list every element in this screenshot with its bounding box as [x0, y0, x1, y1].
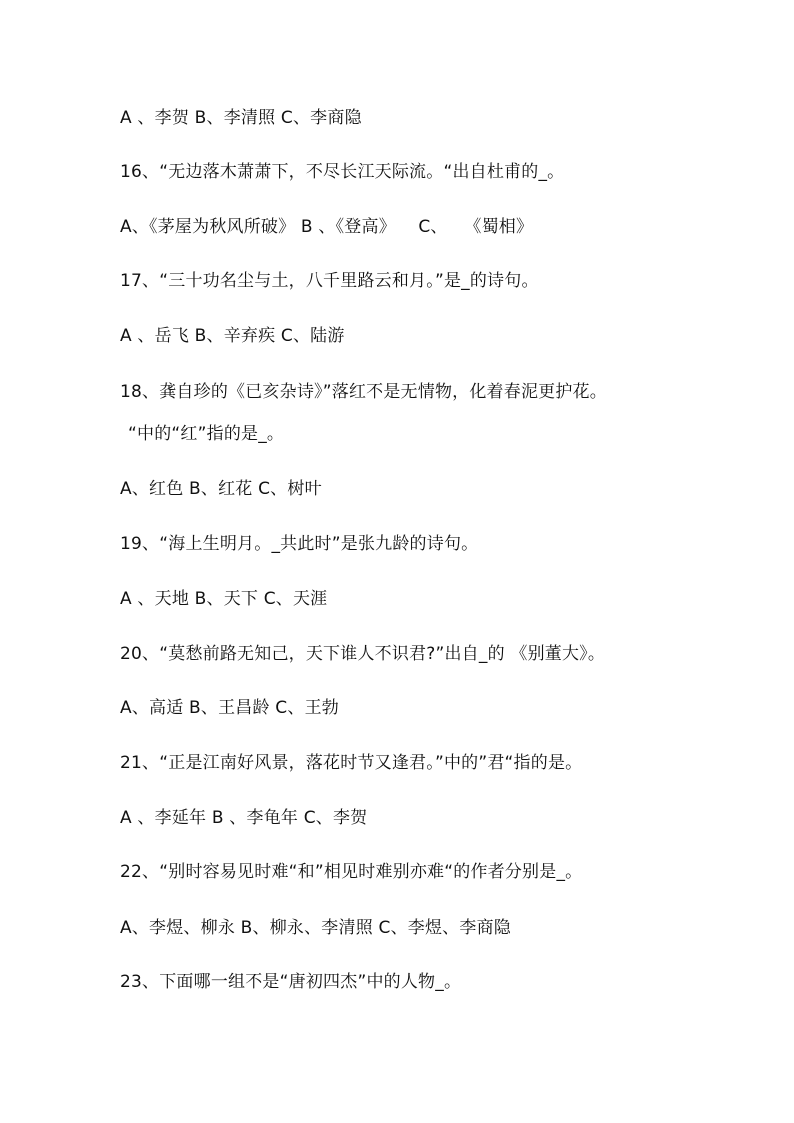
answer-options-20: A、高适 B、王昌龄 C、王勃	[120, 698, 339, 718]
question-21: 21、“正是江南好风景，落花时节又逢君。”中的”君“指的是。	[120, 753, 583, 773]
answer-options-17: A 、岳飞 B、辛弃疾 C、陆游	[120, 326, 345, 346]
answer-options-22: A、李煜、柳永 B、柳永、李清照 C、李煜、李商隐	[120, 918, 511, 938]
question-18-line-2: “中的“红”指的是_。	[128, 424, 285, 444]
answer-options-16: A、《茅屋为秋风所破》 B 、《登高》 C、 《蜀相》	[120, 217, 534, 237]
question-22: 22、“别时容易见时难“和”相见时难别亦难“的作者分别是_。	[120, 862, 583, 882]
question-16: 16、“无边落木萧萧下，不尽长江天际流。“出自杜甫的_。	[120, 162, 565, 182]
question-20: 20、“莫愁前路无知己，天下谁人不识君?”出自_的 《别董大》。	[120, 644, 606, 664]
question-18-line-1: 18、龚自珍的《已亥杂诗》”落红不是无情物，化着春泥更护花。	[120, 382, 607, 402]
question-17: 17、“三十功名尘与土，八千里路云和月。”是_的诗句。	[120, 271, 539, 291]
answer-options-19: A 、天地 B、天下 C、天涯	[120, 589, 328, 609]
question-19: 19、“海上生明月。_共此时”是张九龄的诗句。	[120, 534, 479, 554]
question-23: 23、下面哪一组不是“唐初四杰”中的人物_。	[120, 972, 462, 992]
answer-options-21: A 、李延年 B 、李龟年 C、李贺	[120, 808, 368, 828]
answer-options-18: A、红色 B、红花 C、树叶	[120, 479, 322, 499]
answer-options-15: A 、李贺 B、李清照 C、李商隐	[120, 108, 362, 128]
